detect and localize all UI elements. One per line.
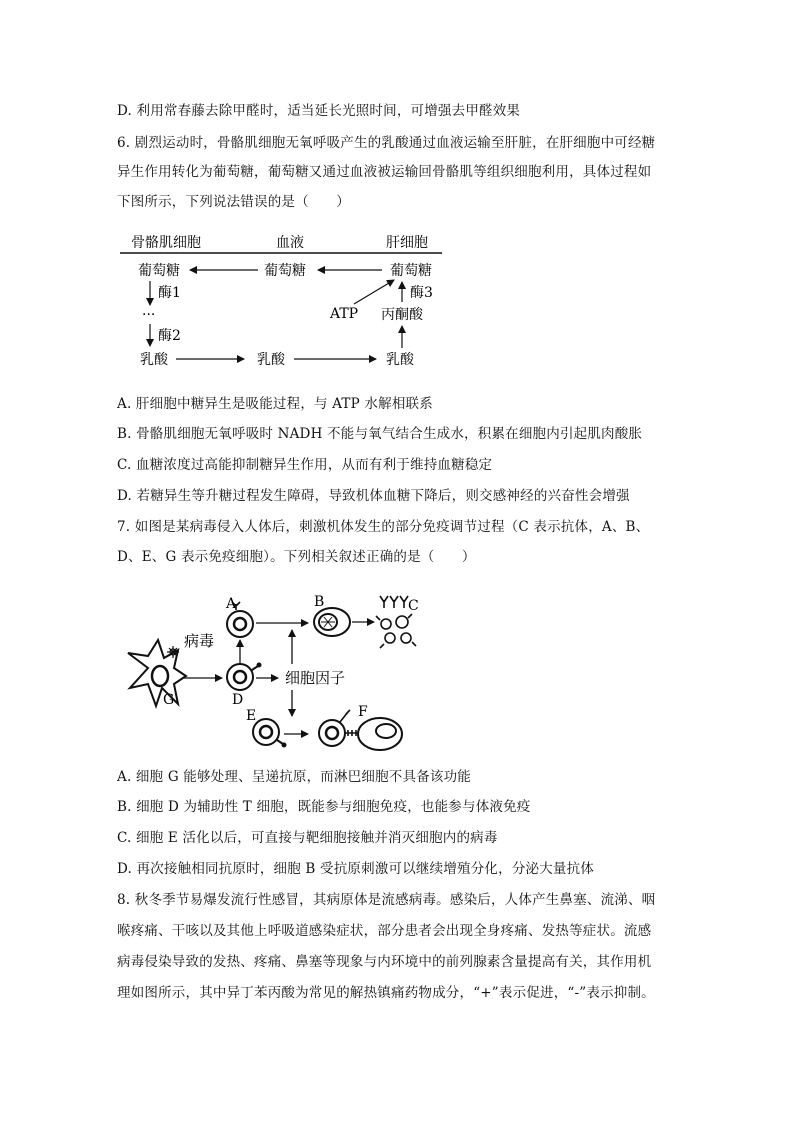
- q7-option-b: B. 细胞 D 为辅助性 T 细胞，既能参与细胞免疫，也能参与体液免疫: [117, 799, 531, 815]
- cell-e: [253, 719, 286, 747]
- col-muscle-cell: 骨骼肌细胞: [131, 235, 201, 251]
- cell-b: [314, 608, 350, 636]
- glucose-muscle: 葡萄糖: [138, 263, 180, 279]
- label-g: G: [163, 692, 175, 708]
- q6-stem-line-3: 下图所示，下列说法错误的是（ ）: [117, 194, 350, 210]
- q7-stem-line-2: D、E、G 表示免疫细胞）。下列相关叙述正确的是（ ）: [117, 549, 476, 565]
- q6-stem-line-2: 异生作用转化为葡萄糖，葡萄糖又通过血液被运输回骨骼肌等组织细胞利用，具体过程如: [117, 164, 652, 180]
- label-b: B: [314, 594, 325, 610]
- q7-option-d: D. 再次接触相同抗原时，细胞 B 受抗原刺激可以继续增殖分化，分泌大量抗体: [117, 861, 595, 877]
- label-f: F: [358, 704, 368, 720]
- pyruvate-label: 丙酮酸: [381, 307, 423, 323]
- q5-option-d: D. 利用常春藤去除甲醛时，适当延长光照时间，可增强去甲醛效果: [117, 103, 521, 119]
- q6-option-c: C. 血糖浓度过高能抑制糖异生作用，从而有利于维持血糖稳定: [117, 457, 493, 473]
- enzyme3-label: 酶3: [410, 285, 433, 301]
- label-d: D: [232, 692, 244, 708]
- q8-stem-line-3: 病毒侵染导致的发热、疼痛、鼻塞等现象与内环境中的前列腺素含量提高有关，其作用机: [117, 954, 652, 970]
- label-a: A: [226, 596, 237, 612]
- q6-option-d: D. 若糖异生等升糖过程发生障碍，导致机体血糖下降后，则交感神经的兴奋性会增强: [117, 488, 630, 504]
- col-liver-cell: 肝细胞: [386, 235, 428, 251]
- enzyme2-label: 酶2: [158, 328, 181, 344]
- q8-stem-line-4: 理如图所示，其中异丁苯丙酸为常见的解热镇痛药物成分，“+”表示促进，“-”表示抑制。: [117, 985, 655, 1001]
- lactic-liver: 乳酸: [386, 352, 414, 368]
- lactic-muscle: 乳酸: [140, 352, 168, 368]
- glucose-blood: 葡萄糖: [264, 263, 306, 279]
- immune-diagram: [118, 588, 438, 758]
- q7-option-a: A. 细胞 G 能够处理、呈递抗原，而淋巴细胞不具备该功能: [117, 769, 471, 785]
- q7-option-c: C. 细胞 E 活化以后，可直接与靶细胞接触并消灭细胞内的病毒: [117, 830, 498, 846]
- q8-stem-line-2: 喉疼痛、干咳以及其他上呼吸道感染症状，部分患者会出现全身疼痛、发热等症状。流感: [117, 923, 652, 939]
- q7-stem-line-1: 7. 如图是某病毒侵入人体后，刺激机体发生的部分免疫调节过程（C 表示抗体，A、B、: [117, 519, 650, 535]
- cytokine-label: 细胞因子: [285, 669, 346, 687]
- q6-option-b: B. 骨骼肌细胞无氧呼吸时 NADH 不能与氧气结合生成水，积累在细胞内引起肌肉酸胀: [117, 426, 643, 442]
- label-c: C: [408, 598, 419, 614]
- arrow-atp: [354, 280, 394, 304]
- label-e: E: [246, 708, 257, 724]
- cell-effector-t: [319, 710, 358, 746]
- virus-label: 病毒: [184, 632, 215, 650]
- glucose-liver: 葡萄糖: [390, 263, 432, 279]
- atp-label: ATP: [330, 306, 359, 322]
- gluconeogenesis-diagram: [110, 228, 450, 378]
- cell-f-target: [358, 718, 402, 750]
- q8-stem-line-1: 8. 秋冬季节易爆发流行性感冒，其病原体是流感病毒。感染后，人体产生鼻塞、流涕、咽: [117, 892, 656, 908]
- q6-option-a: A. 肝细胞中糖异生是吸能过程，与 ATP 水解相联系: [117, 396, 433, 412]
- col-blood: 血液: [276, 235, 304, 251]
- cell-d: [227, 663, 261, 690]
- q6-stem-line-1: 6. 剧烈运动时，骨骼肌细胞无氧呼吸产生的乳酸通过血液运输至肝脏，在肝细胞中可经糖: [117, 135, 656, 151]
- cell-g-dendritic: [128, 640, 186, 706]
- lactic-blood: 乳酸: [257, 352, 285, 368]
- enzyme1-label: 酶1: [158, 285, 181, 301]
- ellipsis: ···: [142, 307, 156, 323]
